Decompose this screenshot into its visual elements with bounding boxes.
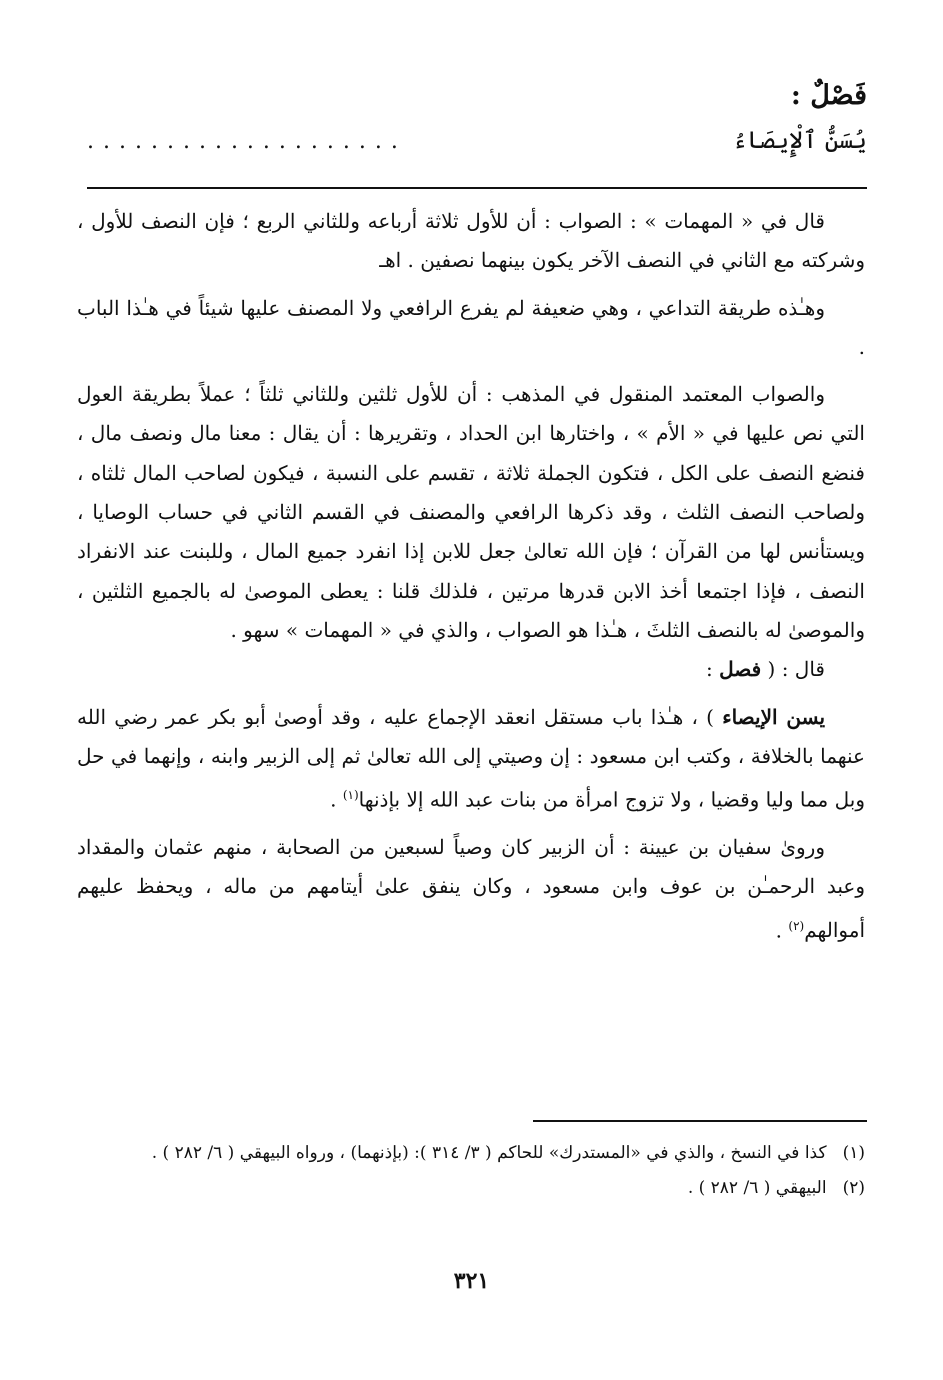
footnote-1-number: (١) [842, 1143, 865, 1163]
matn-dots: .................... [87, 129, 407, 154]
footnote-divider [533, 1120, 867, 1122]
matn-text: يُسَنُّ ٱلْإِيصَاءُ [732, 126, 867, 154]
paragraph-3-text: والصواب المعتمد المنقول في المذهب : أن للأول ثلثين وللثاني ثلثاً ؛ عملاً بطريقة العول التي نص عليها في « الأم » ، واختارها ابن الحداد ، وتقريرها : أن يقال : معنا مال ونصف مال ، فنضع النصف على الكل ، فتكون الجملة ثلاثة ، تقسم على النسبة ، فيكون لصاحب المال ثلثاه ، ولصاحب النصف الثلث ، وقد ذكرها الرافعي والمصنف في القسم الثاني في حساب الوصايا ، ويستأنس لها من القرآن ؛ فإن الله تعالىٰ جعل للابن إذا انفرد جميع المال ، وللبنت عند الانفراد النصف ، فإذا اجتمعا أخذ الابن قدرها مرتين ، فلذلك قلنا : يعطى الموصىٰ له بالجميع الثلثين ، والموصىٰ له بالنصف الثلثَ ، هـٰذا هو الصواب ، والذي في « المهمات » سهو . [77, 382, 865, 642]
rawa-end: . [775, 918, 789, 943]
paragraph-rawa [77, 828, 865, 951]
footnote-2 [77, 1173, 865, 1204]
section-label: فَصْلٌ : [790, 80, 867, 111]
yusan-end: . [330, 787, 343, 812]
matn-line [87, 126, 867, 166]
paragraph-1-text: قال في « المهمات » : الصواب : أن للأول ثلاثة أرباعه وللثاني الربع ؛ فإن النصف للأول ، وشركته مع الثاني في النصف الآخر يكون بينهما نصفين . اهـ [77, 209, 865, 273]
rawa-text: وروىٰ سفيان بن عيينة : أن الزبير كان وصياً لسبعين من الصحابة ، منهم عثمان والمقداد وعبد الرحمـٰن بن عوف وابن مسعود ، وكان ينفق علىٰ أيتامهم من ماله ، ويحفظ عليهم أموالهم [77, 835, 865, 943]
matn-header [87, 74, 867, 166]
footnote-2-text: البيهقي ( ٦/ ٢٨٢ ) . [687, 1178, 827, 1198]
qala-bold: فصل [719, 657, 762, 682]
footnote-2-number: (٢) [842, 1178, 865, 1198]
qala-suffix: : [706, 657, 713, 682]
footnote-ref-2[interactable]: (٢) [788, 918, 805, 933]
header-divider [87, 187, 867, 189]
paragraph-3 [77, 375, 865, 650]
commentary-body [77, 202, 865, 951]
paragraph-2-text: وهـٰذه طريقة التداعي ، وهي ضعيفة لم يفرع الرافعي ولا المصنف عليها شيئاً في هـٰذا الباب . [77, 295, 865, 359]
footnote-1-text: كذا في النسخ ، والذي في «المستدرك» للحاكم ( ٣/ ٣١٤ ): (بإذنهما) ، ورواه البيهقي ( ٦/ ٢٨٢ ) . [151, 1143, 827, 1163]
page-number: ٣٢١ [453, 1268, 490, 1294]
qala-prefix: قال : ( [767, 657, 825, 682]
footnote-1 [77, 1138, 865, 1169]
footnotes [77, 1138, 865, 1208]
paragraph-2 [77, 289, 865, 368]
paragraph-yusan [77, 698, 865, 821]
paragraph-qala [77, 650, 865, 689]
footnote-ref-1[interactable]: (١) [342, 788, 359, 803]
yusan-bold: يسن الإيصاء [722, 704, 826, 729]
yusan-rest: ) ، هـٰذا باب مستقل انعقد الإجماع عليه ، وقد أوصىٰ أبو بكر عمر رضي الله عنهما بالخلافة ، وكتب ابن مسعود : إن وصيتي إلى الله تعالىٰ ثم إلى الزبير وابنه ، وإنهما في حل وبل مما وليا وقضيا ، ولا تزوج امرأة من بنات عبد الله إلا بإذنها [77, 704, 865, 812]
paragraph-1 [77, 202, 865, 281]
